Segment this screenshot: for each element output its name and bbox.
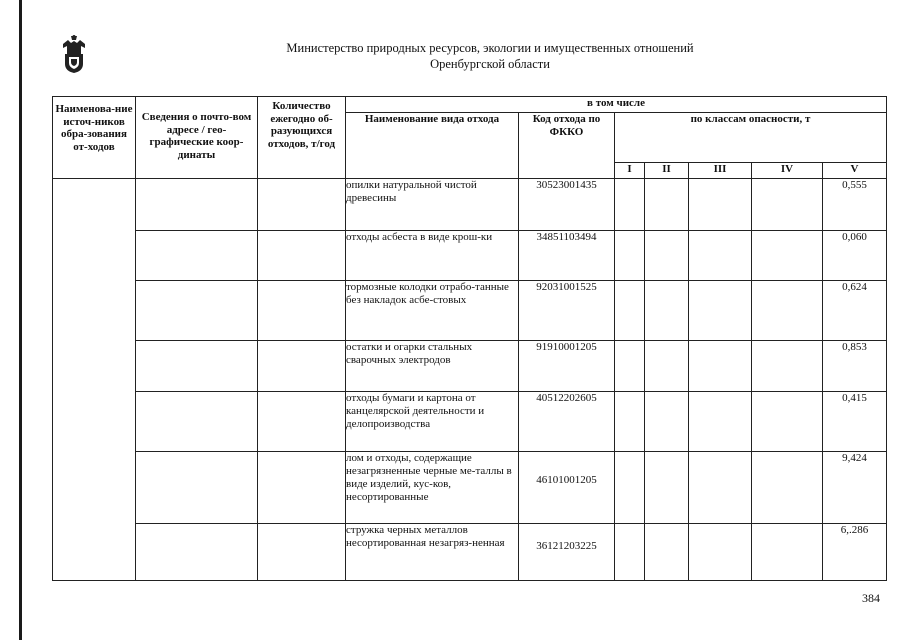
class-1-cell [615, 179, 645, 231]
waste-name-cell: отходы бумаги и картона от канцелярской деятельности и делопроизводства [346, 392, 519, 452]
header-waste-name: Наименование вида отхода [346, 113, 519, 179]
table-row [53, 281, 887, 341]
waste-name-cell: стружка черных металлов несортированная незагряз-ненная [346, 524, 519, 581]
address-cell [136, 281, 258, 341]
waste-name-cell: опилки натуральной чистой древесины [346, 179, 519, 231]
fkko-code-cell: 92031001525 [519, 281, 615, 341]
class-3-cell [689, 281, 752, 341]
class-4-cell [752, 179, 823, 231]
class-4-cell [752, 281, 823, 341]
waste-name-cell: лом и отходы, содержащие незагрязненные черные ме-таллы в виде изделий, кус-ков, несортированные [346, 452, 519, 524]
class-2-cell [645, 231, 689, 281]
class-2-cell [645, 179, 689, 231]
class-2-cell [645, 524, 689, 581]
quantity-cell [258, 392, 346, 452]
header-class-3: III [689, 163, 752, 179]
address-cell [136, 231, 258, 281]
address-cell [136, 524, 258, 581]
quantity-cell [258, 341, 346, 392]
page-number: 384 [862, 591, 880, 605]
waste-table-container [52, 96, 887, 581]
class-3-cell [689, 452, 752, 524]
quantity-cell [258, 281, 346, 341]
header-class-2: II [645, 163, 689, 179]
class-2-cell [645, 452, 689, 524]
binding-margin-line [19, 0, 22, 640]
header-class-1: I [615, 163, 645, 179]
quantity-cell [258, 231, 346, 281]
header-hazard-classes: по классам опасности, т [615, 113, 887, 163]
class-4-cell [752, 392, 823, 452]
class-3-cell [689, 524, 752, 581]
header-including: в том числе [346, 97, 887, 113]
header-quantity: Количество ежегодно об-разующихся отходов, т/год [258, 97, 346, 179]
class-5-cell: 6,.286 [823, 524, 887, 581]
quantity-cell [258, 452, 346, 524]
class-1-cell [615, 341, 645, 392]
table-row [53, 231, 887, 281]
class-5-cell: 0,624 [823, 281, 887, 341]
table-row [53, 392, 887, 452]
class-3-cell [689, 179, 752, 231]
source-cell [53, 179, 136, 581]
class-4-cell [752, 341, 823, 392]
class-2-cell [645, 392, 689, 452]
class-1-cell [615, 524, 645, 581]
header-class-4: IV [752, 163, 823, 179]
fkko-code-cell: 91910001205 [519, 341, 615, 392]
region-name: Оренбургской области [430, 57, 550, 71]
class-2-cell [645, 341, 689, 392]
table-row [53, 524, 887, 581]
fkko-code-cell: 40512202605 [519, 392, 615, 452]
fkko-code-cell: 36121203225 [519, 524, 615, 581]
class-5-cell: 0,415 [823, 392, 887, 452]
waste-name-cell: тормозные колодки отрабо-танные без накладок асбе-стовых [346, 281, 519, 341]
header-address: Сведения о почто-вом адресе / гео-графические коор-динаты [136, 97, 258, 179]
class-5-cell: 9,424 [823, 452, 887, 524]
waste-name-cell: отходы асбеста в виде крош-ки [346, 231, 519, 281]
class-4-cell [752, 231, 823, 281]
class-3-cell [689, 392, 752, 452]
class-1-cell [615, 281, 645, 341]
fkko-code-cell: 46101001205 [519, 452, 615, 524]
ministry-name: Министерство природных ресурсов, экологии и имущественных отношений [286, 41, 694, 55]
header-class-5: V [823, 163, 887, 179]
fkko-code-cell: 30523001435 [519, 179, 615, 231]
address-cell [136, 179, 258, 231]
class-3-cell [689, 341, 752, 392]
class-5-cell: 0,853 [823, 341, 887, 392]
address-cell [136, 392, 258, 452]
table-row [53, 341, 887, 392]
header-fkko-code: Код отхода по ФККО [519, 113, 615, 179]
table-row [53, 179, 887, 231]
address-cell [136, 452, 258, 524]
fkko-code-cell: 34851103494 [519, 231, 615, 281]
class-3-cell [689, 231, 752, 281]
document-header [240, 40, 740, 72]
waste-table [52, 96, 887, 581]
class-1-cell [615, 231, 645, 281]
class-4-cell [752, 452, 823, 524]
class-2-cell [645, 281, 689, 341]
waste-name-cell: остатки и огарки стальных сварочных электродов [346, 341, 519, 392]
quantity-cell [258, 179, 346, 231]
header-source: Наименова-ние источ-ников обра-зования от-ходов [53, 97, 136, 179]
class-1-cell [615, 452, 645, 524]
table-row [53, 452, 887, 524]
coat-of-arms-icon [60, 34, 88, 74]
quantity-cell [258, 524, 346, 581]
class-5-cell: 0,060 [823, 231, 887, 281]
address-cell [136, 341, 258, 392]
class-1-cell [615, 392, 645, 452]
class-4-cell [752, 524, 823, 581]
class-5-cell: 0,555 [823, 179, 887, 231]
